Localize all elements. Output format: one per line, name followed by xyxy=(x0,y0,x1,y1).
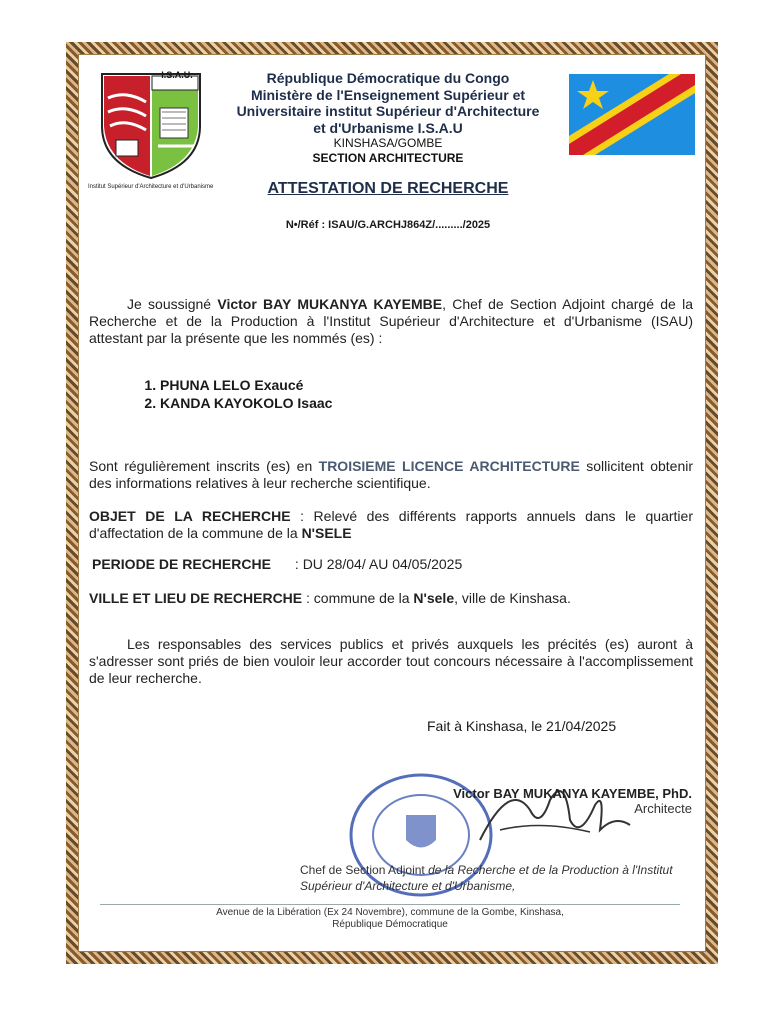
signatory-name: Victor BAY MUKANYA KAYEMBE xyxy=(217,296,443,312)
logo-text: I.S.A.U. xyxy=(161,70,193,80)
header-city: KINSHASA/GOMBE xyxy=(333,136,443,150)
objet-paragraph: OBJET DE LA RECHERCHE : Relevé des différents rapports annuels dans le quartier d'affectation de la commune de la N'SELE xyxy=(89,508,693,541)
document-title: ATTESTATION DE RECHERCHE xyxy=(267,180,509,197)
header-country: République Démocratique du Congo xyxy=(266,70,510,86)
intro-paragraph: Je soussigné Victor BAY MUKANYA KAYEMBE, Chef de Section Adjoint chargé de la Recherche et de la Production à l'Institut Supérieur d'Architecture et d'Urbanisme (ISAU) attestant par la présente que les nommés (es) : xyxy=(89,296,693,346)
date-line: Fait à Kinshasa, le 21/04/2025 xyxy=(427,718,617,734)
logo-caption: Institut Supérieur d'Architecture et d'Urbanisme xyxy=(88,184,214,190)
study-level: TROISIEME LICENCE ARCHITECTURE xyxy=(318,458,580,474)
signatory-title: Chef de Section Adjoint de la Recherche et de la Production à l'Institut Supérieur d'Architecture et d'Urbanisme, xyxy=(300,863,673,893)
enrollment-paragraph: Sont régulièrement inscrits (es) en TROISIEME LICENCE ARCHITECTURE sollicitent obtenir des informations relatives à leur recherche scientifique. xyxy=(89,458,694,491)
drc-flag-icon xyxy=(569,74,695,155)
periode-paragraph: PERIODE DE RECHERCHE : DU 28/04/ AU 04/05/2025 xyxy=(92,556,463,572)
signatory-signature-name: Victor BAY MUKANYA KAYEMBE, PhD. xyxy=(453,786,692,801)
list-item: 2. KANDA KAYOKOLO Isaac xyxy=(160,394,332,412)
closing-paragraph: Les responsables des services publics et privés auxquels les précités (es) auront à s'adresser sont priés de bien vouloir leur accorder tout concours nécessaire à l'accomplissement de leur recherche. xyxy=(89,636,693,686)
students-list xyxy=(136,376,332,412)
header-institute-2: et d'Urbanisme I.S.A.U xyxy=(313,120,463,136)
header-institute: Universitaire institut Supérieur d'Architecture xyxy=(236,103,540,119)
footer-address: Avenue de la Libération (Ex 24 Novembre), commune de la Gombe, Kinshasa, République Démocratique xyxy=(216,907,564,930)
reference-number: N•/Réf : ISAU/G.ARCHJ864Z/........./2025 xyxy=(285,219,491,231)
ville-paragraph: VILLE ET LIEU DE RECHERCHE : commune de la N'sele, ville de Kinshasa. xyxy=(89,590,571,606)
isau-logo-icon xyxy=(96,68,206,180)
list-item: 1. PHUNA LELO Exaucé xyxy=(160,376,332,394)
header-section: SECTION ARCHITECTURE xyxy=(312,151,464,165)
signatory-role: Architecte xyxy=(634,801,692,816)
header-ministry: Ministère de l'Enseignement Supérieur et xyxy=(250,87,526,103)
footer-divider xyxy=(100,904,680,905)
